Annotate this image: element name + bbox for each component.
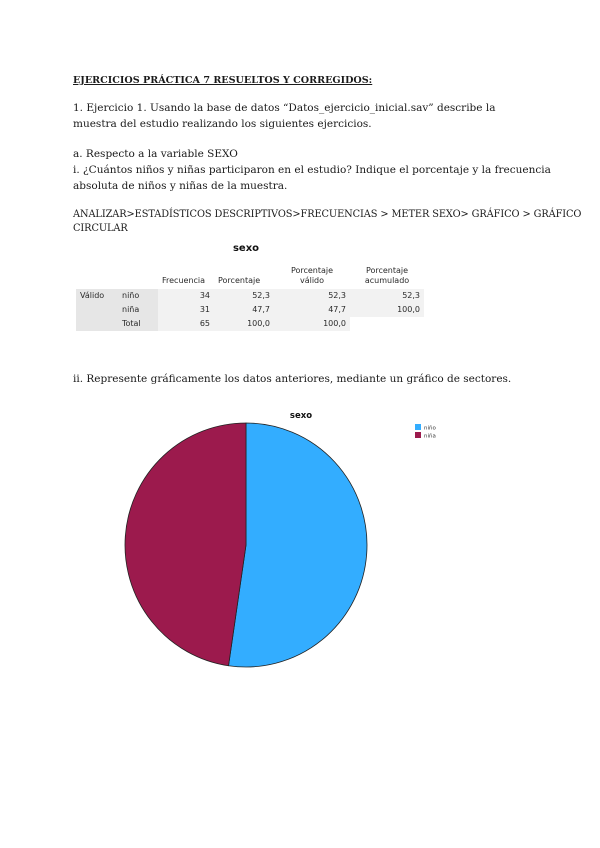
cell-acumulado bbox=[350, 317, 424, 331]
header-porcentaje-valido bbox=[274, 258, 350, 289]
row-label: niña bbox=[118, 303, 158, 317]
chart-title: sexo bbox=[289, 411, 313, 421]
header-valido-line-1: Porcentaje bbox=[290, 266, 334, 275]
section-a-line: a. Respecto a la variable SEXO bbox=[73, 148, 238, 160]
row-label: niño bbox=[118, 289, 158, 303]
pie-slice-nina bbox=[125, 423, 246, 666]
header-porcentaje-acumulado bbox=[350, 258, 424, 289]
cell-frecuencia: 65 bbox=[158, 317, 214, 331]
cell-frecuencia: 31 bbox=[158, 303, 214, 317]
pie-slice-nino bbox=[229, 423, 367, 667]
table-row bbox=[76, 303, 424, 317]
pie-chart-container bbox=[100, 405, 460, 679]
menu-path-line-2: CIRCULAR bbox=[73, 223, 128, 234]
legend-label: niño bbox=[424, 425, 436, 432]
menu-path-line-1: ANALIZAR>ESTADÍSTICOS DESCRIPTIVOS>FRECUENCIAS > METER SEXO> GRÁFICO > GRÁFICO bbox=[73, 209, 582, 220]
legend-swatch bbox=[415, 432, 421, 438]
legend-swatch bbox=[415, 424, 421, 430]
cell-acumulado: 52,3 bbox=[350, 289, 424, 303]
header-acum-line-2: acumulado bbox=[364, 276, 410, 285]
pie-chart bbox=[100, 405, 460, 675]
header-valido-line-2: válido bbox=[299, 276, 325, 285]
cell-frecuencia: 34 bbox=[158, 289, 214, 303]
table-row bbox=[76, 317, 424, 331]
exercise-1-line-2: muestra del estudio realizando los siguientes ejercicios. bbox=[73, 118, 372, 130]
cell-valido: 100,0 bbox=[274, 317, 350, 331]
document-heading: EJERCICIOS PRÁCTICA 7 RESUELTOS Y CORREGIDOS: bbox=[73, 75, 373, 86]
question-ii-line: ii. Represente gráficamente los datos anteriores, mediante un gráfico de sectores. bbox=[73, 373, 512, 385]
legend-label: niña bbox=[424, 433, 436, 440]
question-i-line-2: absoluta de niños y niñas de la muestra. bbox=[73, 180, 288, 192]
cell-porcentaje: 100,0 bbox=[214, 317, 274, 331]
header-acum-line-1: Porcentaje bbox=[365, 266, 409, 275]
header-frecuencia: Frecuencia bbox=[162, 276, 206, 285]
table-row bbox=[76, 289, 424, 303]
table-header-row bbox=[76, 258, 424, 289]
header-porcentaje: Porcentaje bbox=[218, 276, 261, 285]
group-label-valido: Válido bbox=[76, 289, 118, 303]
cell-valido: 47,7 bbox=[274, 303, 350, 317]
exercise-1-line-1: 1. Ejercicio 1. Usando la base de datos “Datos_ejercicio_inicial.sav” describe la bbox=[73, 102, 496, 114]
cell-porcentaje: 47,7 bbox=[214, 303, 274, 317]
row-label: Total bbox=[118, 317, 158, 331]
cell-valido: 52,3 bbox=[274, 289, 350, 303]
cell-acumulado: 100,0 bbox=[350, 303, 424, 317]
question-i-line-1: i. ¿Cuántos niños y niñas participaron en el estudio? Indique el porcentaje y la frecuencia bbox=[73, 164, 551, 176]
frequency-table-title: sexo bbox=[232, 243, 260, 254]
frequency-table bbox=[76, 258, 424, 331]
cell-porcentaje: 52,3 bbox=[214, 289, 274, 303]
